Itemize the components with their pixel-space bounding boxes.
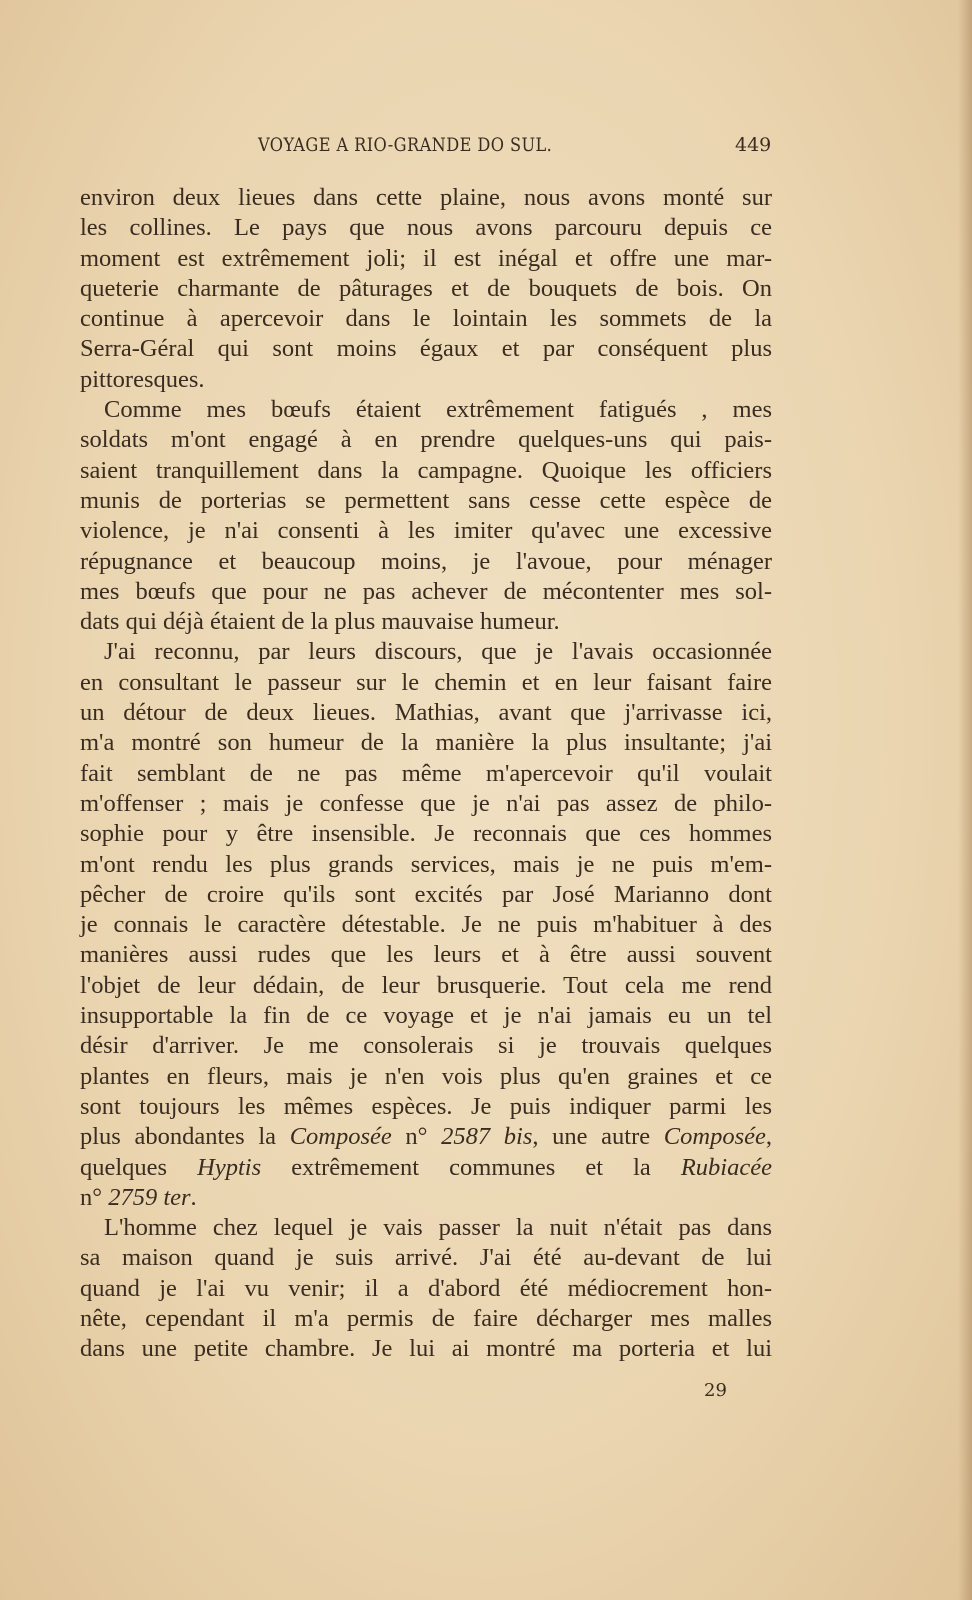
text-segment: m'offenser ; mais je confesse que je n'ai pas assez de philo- [80, 789, 772, 817]
text-segment: 2587 bis [441, 1123, 533, 1151]
text-segment: continue à apercevoir dans le lointain les sommets de la [80, 305, 772, 333]
text-segment: pêcher de croire qu'ils sont excités par José Marianno dont [80, 880, 772, 908]
text-line [80, 1274, 772, 1304]
text-line [80, 1243, 772, 1273]
text-line [80, 971, 772, 1001]
text-line [80, 1153, 772, 1183]
text-segment: 2759 ter [108, 1183, 191, 1211]
text-line [80, 395, 772, 425]
text-line [80, 1031, 772, 1061]
text-line [80, 850, 772, 880]
text-segment: queterie charmante de pâturages et de bouquets de bois. On [80, 274, 772, 302]
text-segment: dans une petite chambre. Je lui ai montré ma porteria et lui [80, 1335, 772, 1363]
text-segment: m'ont rendu les plus grands services, mais je ne puis m'em- [80, 850, 772, 878]
text-segment: violence, je n'ai consenti à les imiter qu'avec une excessive [80, 517, 772, 545]
text-segment: environ deux lieues dans cette plaine, nous avons monté sur [80, 184, 772, 211]
text-line [80, 183, 772, 213]
text-segment: dats qui déjà étaient de la plus mauvaise humeur. [80, 608, 560, 636]
text-line [80, 304, 772, 334]
text-line [80, 334, 772, 364]
text-segment: insupportable la fin de ce voyage et je n'ai jamais eu un tel [80, 1002, 772, 1030]
text-segment: nête, cependant il m'a permis de faire décharger mes malles [80, 1304, 772, 1332]
text-line [80, 1001, 772, 1031]
text-segment: quand je l'ai vu venir; il a d'abord été médiocrement hon- [80, 1274, 772, 1302]
text-segment: moment est extrêmement joli; il est inégal et offre une mar- [80, 244, 772, 272]
text-segment: sa maison quand je suis arrivé. J'ai été au-devant de lui [80, 1244, 772, 1272]
page-edge-shadow [958, 0, 972, 1600]
text-line [80, 607, 772, 637]
text-segment: Comme mes bœufs étaient extrêmement fatigués , mes [104, 396, 772, 424]
text-segment: Hyptis [197, 1153, 262, 1181]
text-line [80, 1213, 772, 1243]
text-line [80, 1062, 772, 1092]
text-segment: munis de porterias se permettent sans cesse cette espèce de [80, 486, 772, 514]
text-segment: . [190, 1183, 197, 1211]
text-segment: fait semblant de ne pas même m'apercevoir qu'il voulait [80, 759, 772, 787]
running-header: VOYAGE A RIO-GRANDE DO SUL. [258, 134, 553, 156]
text-segment: Composée [289, 1123, 392, 1151]
body-text [80, 183, 772, 1365]
text-segment: un détour de deux lieues. Mathias, avant que j'arrivasse ici, [80, 699, 772, 727]
page-number: 449 [735, 134, 772, 156]
text-segment: saient tranquillement dans la campagne. Quoique les officiers [80, 456, 772, 484]
text-line [80, 940, 772, 970]
text-segment: n° [80, 1183, 109, 1211]
text-segment: J'ai reconnu, par leurs discours, que je l'avais occasionnée [104, 638, 772, 666]
text-segment: en consultant le passeur sur le chemin et en leur faisant faire [80, 668, 772, 696]
text-segment: l'objet de leur dédain, de leur brusquerie. Tout cela me rend [80, 971, 772, 999]
text-segment: sont toujours les mêmes espèces. Je puis indiquer parmi les [80, 1092, 772, 1120]
text-line [80, 789, 772, 819]
text-segment: répugnance et beaucoup moins, je l'avoue, pour ménager [80, 547, 772, 575]
text-line [80, 1304, 772, 1334]
text-segment: Serra-Géral qui sont moins égaux et par conséquent plus [80, 335, 772, 363]
text-line [80, 486, 772, 516]
text-segment: , une autre [532, 1123, 664, 1151]
text-line [80, 244, 772, 274]
text-segment: quelques [80, 1153, 198, 1181]
text-line [80, 365, 772, 395]
text-line [80, 1334, 772, 1364]
text-line [80, 456, 772, 486]
text-line [80, 819, 772, 849]
text-segment: soldats m'ont engagé à en prendre quelques-uns qui pais- [80, 426, 772, 454]
text-segment: L'homme chez lequel je vais passer la nuit n'était pas dans [104, 1214, 772, 1242]
text-segment: plantes en fleurs, mais je n'en vois plus qu'en graines et ce [80, 1062, 772, 1090]
text-segment: je connais le caractère détestable. Je ne puis m'habituer à des [80, 911, 772, 939]
text-segment: , [765, 1123, 772, 1151]
text-line [80, 759, 772, 789]
text-segment: désir d'arriver. Je me consolerais si je trouvais quelques [80, 1032, 772, 1060]
text-line [80, 698, 772, 728]
text-line [80, 1092, 772, 1122]
text-line [80, 1183, 772, 1213]
text-segment: Rubiacée [680, 1153, 772, 1181]
text-line [80, 547, 772, 577]
text-segment: manières aussi rudes que les leurs et à être aussi souvent [80, 941, 772, 969]
text-segment: Composée [663, 1123, 766, 1151]
signature-mark: 29 [704, 1380, 727, 1401]
text-segment: extrêmement communes et la [261, 1153, 681, 1181]
text-line [80, 274, 772, 304]
text-line [80, 1122, 772, 1152]
text-segment: plus abondantes la [80, 1123, 290, 1151]
text-line [80, 516, 772, 546]
text-line [80, 728, 772, 758]
text-segment: m'a montré son humeur de la manière la plus insultante; j'ai [80, 729, 772, 757]
text-segment: mes bœufs que pour ne pas achever de mécontenter mes sol- [80, 577, 772, 605]
text-line [80, 668, 772, 698]
text-line [80, 880, 772, 910]
text-line [80, 637, 772, 667]
text-segment: sophie pour y être insensible. Je reconnais que ces hommes [80, 820, 772, 848]
text-segment: les collines. Le pays que nous avons parcouru depuis ce [80, 214, 772, 242]
text-line [80, 425, 772, 455]
text-segment: n° [391, 1123, 442, 1151]
text-line [80, 213, 772, 243]
text-line [80, 577, 772, 607]
text-line [80, 910, 772, 940]
text-segment: pittoresques. [80, 365, 205, 393]
